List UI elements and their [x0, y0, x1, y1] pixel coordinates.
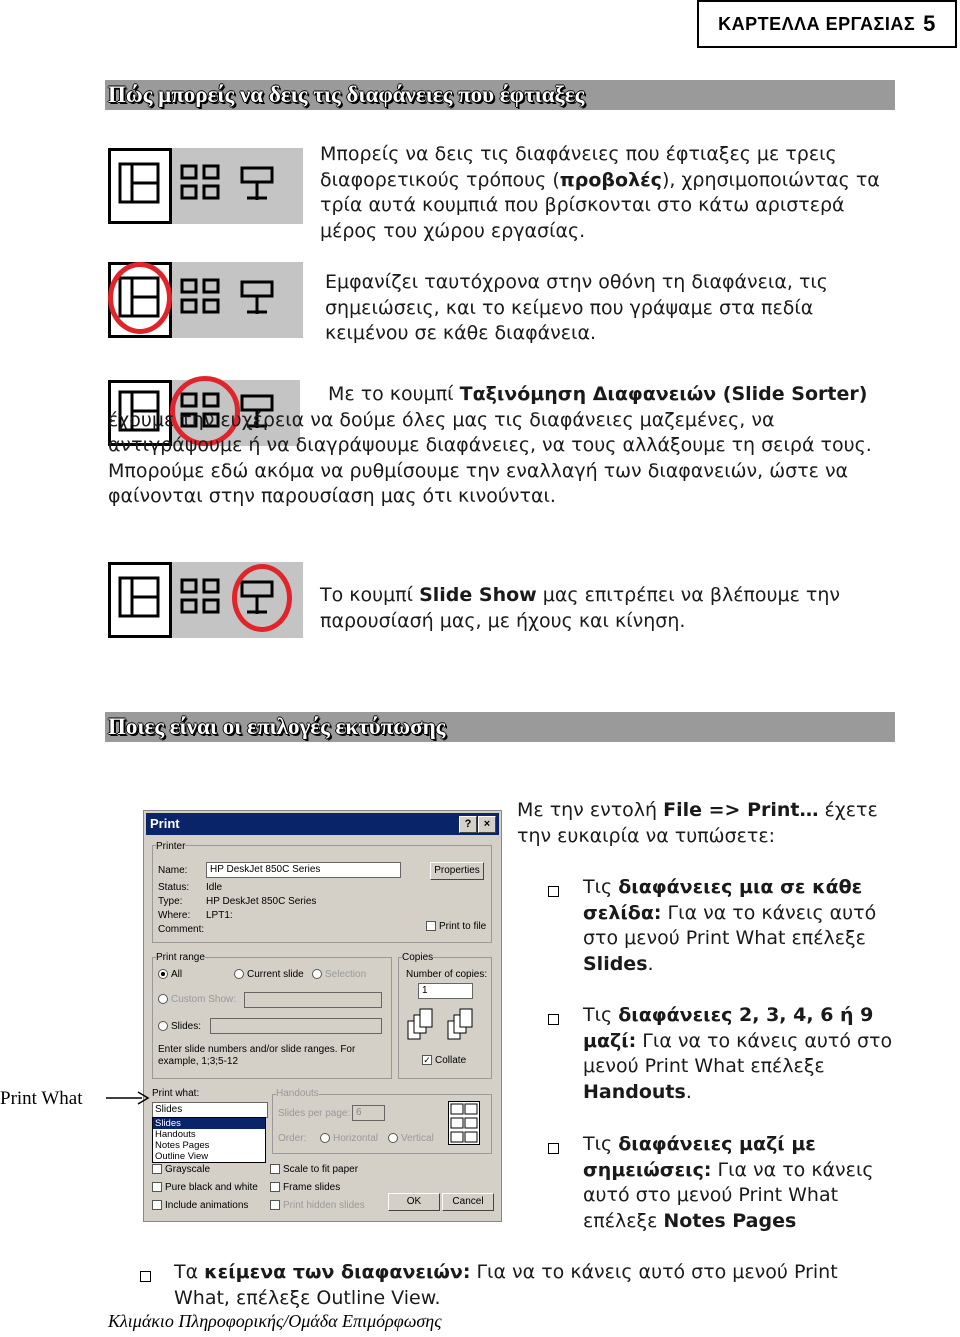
collate-checkbox[interactable]: ✓ Collate	[423, 1055, 467, 1066]
all-radio[interactable]: All	[158, 969, 182, 980]
card-label: ΚΑΡΤΕΛΛΑ ΕΡΓΑΣΙΑΣ	[718, 13, 916, 34]
print-intro: Με την εντολή File => Print… έχετε την ευκαιρία να τυπώσετε:	[517, 799, 878, 847]
print-what-label: Print what:	[152, 1088, 200, 1099]
collate-pages-icon	[404, 1007, 484, 1047]
checkbox-bullet-icon	[140, 1267, 151, 1286]
print-what-callout-label: Print What	[0, 1088, 83, 1109]
option-outline-view[interactable]: Outline View	[155, 1151, 209, 1162]
ok-button[interactable]: OK	[388, 1193, 440, 1211]
section1-heading: Πώς μπορείς να δεις τις διαφάνειες που έφτιαξες	[108, 82, 585, 107]
section2-heading-bar	[105, 712, 895, 742]
arrow-right-icon	[104, 1088, 150, 1108]
option-notes-pages[interactable]: Notes Pages	[155, 1140, 210, 1151]
print-option-notes: Τις διαφάνειες μαζί με σημειώσεις: Για να το κάνεις αυτό στο μενού Print What επέλεξε Notes Pages	[583, 1133, 874, 1232]
printer-group-label: Printer	[156, 841, 186, 852]
print-hidden-checkbox[interactable]: Print hidden slides	[270, 1200, 365, 1211]
card-number: 5	[923, 11, 936, 36]
pure-bw-checkbox[interactable]: Pure black and white	[152, 1182, 258, 1193]
dialog-title-bar: Print ? ×	[146, 813, 499, 835]
section2-heading: Ποιες είναι οι επιλογές εκτύπωσης	[108, 714, 446, 739]
frame-slides-checkbox[interactable]: Frame slides	[270, 1182, 340, 1193]
copies-input[interactable]: 1	[418, 983, 473, 999]
print-option-outline: Τα κείμενα των διαφανειών: Για να το κάνεις αυτό στο μενού Print What, επέλεξε Outline View.	[174, 1261, 838, 1309]
cancel-button[interactable]: Cancel	[442, 1193, 494, 1211]
print-to-file-checkbox[interactable]: Print to file	[426, 921, 486, 932]
name-label: Name:	[158, 865, 188, 876]
status-value: Idle	[206, 882, 223, 893]
slides-radio[interactable]: Slides:	[158, 1021, 201, 1032]
range-hint: Enter slide numbers and/or slide ranges. For example, 1;3;5-12	[158, 1044, 356, 1067]
horizontal-radio[interactable]: Horizontal	[320, 1133, 378, 1144]
checkbox-bullet-icon	[548, 882, 559, 901]
section1-heading-bar	[105, 80, 895, 110]
para-views-intro: Μπορείς να δεις τις διαφάνειες που έφτιαξες με τρεις διαφορετικούς τρόπους (προβολές), χρησιμοποιώντας τα τρία αυτά κουμπιά που βρίσκονται στο κάτω αριστερά μέρος του χώρου εργασίας.	[320, 143, 880, 242]
grayscale-checkbox[interactable]: Grayscale	[152, 1164, 210, 1175]
type-value: HP DeskJet 850C Series	[206, 896, 317, 907]
print-dialog: Print ? × Printer Name: HP DeskJet 850C Series Properties Status: Idle Type: HP DeskJet 850C Series Where: LPT1: Comment: Print to file Print range All Current slide Selection Custom Show: Slides: Enter slide numbers and/or slide ranges. For example, 1;3;5-12 Copies Number of copies: 1 ✓ Collate Print what: Slides Slides Handouts Notes Pages Outline View Handouts Slides per page: 6 Order: Horizontal Vertical Grayscale Pure black and white Include animations Scale to fit paper Frame slides Print hidden slides OK Cancel	[143, 810, 502, 1222]
number-of-copies-label: Number of copies:	[406, 969, 488, 980]
view-buttons-image-1	[108, 148, 303, 224]
custom-show-select[interactable]	[244, 992, 382, 1008]
slides-per-page-select[interactable]: 6	[352, 1105, 385, 1121]
footer-text: Κλιμάκιο Πληροφορικής/Ομάδα Επιμόρφωσης	[108, 1311, 442, 1331]
option-slides[interactable]: Slides	[153, 1118, 265, 1129]
para-slide-sorter: Με το κουμπί Ταξινόμηση Διαφανειών (Slide Sorter) έχουμε την ευχέρεια να δούμε όλες μας τις διαφάνειες μαζεμένες, να αντιγράψουμε ή να διαγράψουμε διαφάνειες, να τους αλλάξουμε τη σειρά τους. Μπορούμε εδώ ακόμα να ρυθμίσουμε την εναλλαγή των διαφανειών, ώστε να φαίνονται στην παρουσίαση μας ότι κινούνται.	[108, 383, 872, 507]
custom-show-radio[interactable]: Custom Show:	[158, 994, 236, 1005]
checkbox-bullet-icon	[548, 1139, 559, 1158]
vertical-radio[interactable]: Vertical	[388, 1133, 434, 1144]
help-button[interactable]: ?	[459, 816, 477, 833]
print-option-slides: Τις διαφάνειες μια σε κάθε σελίδα: Για να το κάνεις αυτό στο μενού Print What επέλεξε Slides.	[583, 876, 877, 975]
highlight-normal-view-ring	[108, 262, 172, 334]
print-what-select[interactable]: Slides	[152, 1102, 268, 1118]
para-slide-show: Το κουμπί Slide Show μας επιτρέπει να βλέπουμε την παρουσίασή μας, με ήχους και κίνηση.	[320, 584, 841, 632]
current-slide-radio[interactable]: Current slide	[234, 969, 304, 980]
close-button[interactable]: ×	[478, 816, 496, 833]
handout-layout-icon	[448, 1101, 480, 1145]
highlight-slide-show-ring	[232, 564, 292, 632]
scale-to-fit-checkbox[interactable]: Scale to fit paper	[270, 1164, 358, 1175]
worksheet-card	[697, 0, 957, 48]
print-option-handouts: Τις διαφάνειες 2, 3, 4, 6 ή 9 μαζί: Για να το κάνεις αυτό στο μενού Print What επέλεξε Handouts.	[583, 1004, 893, 1103]
view-buttons-image-4	[108, 562, 303, 638]
option-handouts[interactable]: Handouts	[155, 1129, 196, 1140]
print-what-dropdown	[152, 1117, 266, 1163]
para-normal-view: Εμφανίζει ταυτόχρονα στην οθόνη τη διαφάνεια, τις σημειώσεις, και το κείμενο που γράψαμε στα πεδία κειμένου σε κάθε διαφάνεια.	[325, 271, 828, 344]
slides-range-input[interactable]	[210, 1018, 382, 1034]
view-buttons-image-2	[108, 262, 303, 338]
selection-radio[interactable]: Selection	[312, 969, 366, 980]
where-value: LPT1:	[206, 910, 233, 921]
view-buttons-icons	[108, 148, 303, 224]
checkbox-bullet-icon	[548, 1010, 559, 1029]
printer-name-select[interactable]: HP DeskJet 850C Series	[206, 862, 401, 878]
include-animations-checkbox[interactable]: Include animations	[152, 1200, 248, 1211]
properties-button[interactable]: Properties	[430, 862, 484, 880]
